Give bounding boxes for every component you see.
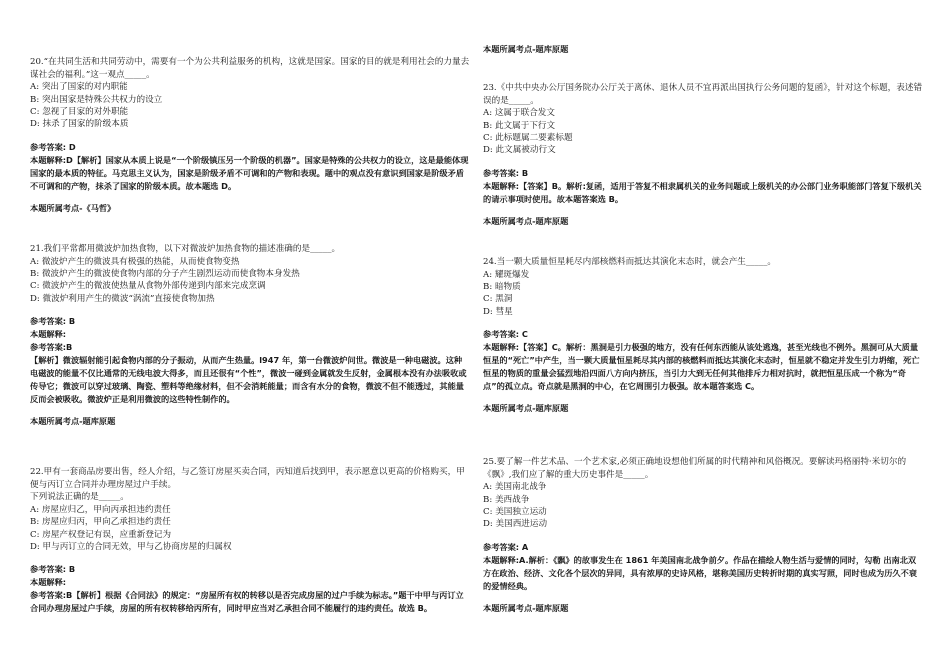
question-stem: 20.“在共同生活和共同劳动中，需要有一个为公共利益服务的机构，这就是国家。国家的目的就是利用社会的力量去谋社会的福利。”这一观点_____。: [30, 57, 470, 80]
explanation-label: 本题解释:: [30, 329, 67, 340]
explanation: 本题解释:D【解析】国家从本质上说是“一个阶级镇压另一个阶级的机器”。国家是特殊的公共权力的设立，这是最能体现国家的最本质的特征。马克思主义认为，国家是阶级矛盾不可调和的产物和表现。题中的观点没有意识到国家是阶级矛盾不可调和的产物，抹杀了国家的阶级本质。故本题选 D。: [30, 154, 469, 191]
question-stem: 23.《中共中央办公厅国务院办公厅关于离休、退休人员不宜再派出国执行公务问题的复函》，针对这个标题，表述错误的是_____。: [483, 83, 923, 106]
question-stem: 22.甲有一套商品房要出售，经人介绍，与乙签订房屋买卖合同，丙知道后找到甲，表示愿意以更高的价格购买，甲便与丙订立合同并办理房屋过户手续。: [30, 467, 465, 490]
question-24: [483, 256, 923, 414]
question-stem: 21.我们平常都用微波炉加热食物，以下对微波炉加热食物的描述准确的是_____。: [30, 244, 341, 254]
option-a: A: 耀斑爆发: [483, 269, 530, 280]
option-d: D: 彗星: [483, 306, 513, 317]
option-c: C: 美国独立运动: [483, 507, 547, 517]
explanation-label: 本题解释:: [30, 577, 67, 588]
answer: 参考答案: A: [483, 541, 529, 552]
option-b: B: 此文属于下行文: [483, 120, 556, 131]
source-tag: 本题所属考点-题库原题: [483, 44, 569, 54]
explanation: 本题解释:【答案】C。解析：黑洞是引力极强的地方，没有任何东西能从该处逃逸，甚至光线也不例外。黑洞可从大质量恒星的“死亡”中产生，当一颗大质量恒星耗尽其内部的核燃料而抵达其演化末态时，恒星就不稳定并发生引力坍缩，死亡恒星的物质的重量会猛烈地沿四面八方向内挤压，当引力大到无任何其他排斥力相对抗时，就把恒星压成一个称为“奇点”的孤立点。奇点就是黑洞的中心，在它周围引力极强。故本题答案选 C。: [483, 342, 920, 392]
option-a: A: 美国南北战争: [483, 482, 547, 493]
answer: 参考答案: B: [30, 316, 76, 327]
option-a: A: 微波炉产生的微波具有极强的热能，从而使食物变热: [30, 256, 240, 267]
option-b: B: 暗物质: [483, 282, 521, 292]
source-tag: 本题所属考点-题库原题: [30, 416, 116, 427]
answer: 参考答案: B: [30, 564, 76, 575]
option-c: C: 微波炉产生的微波使热量从食物外部传递到内部来完成烹调: [30, 281, 266, 292]
question-25: [483, 456, 923, 614]
option-d: D: 美国西进运动: [483, 519, 548, 530]
option-c: C: 黑洞: [483, 294, 513, 305]
source-tag: 本题所属考点-题库原题: [483, 602, 569, 613]
answer: 参考答案: B: [483, 167, 529, 178]
option-b: B: 美西战争: [483, 494, 530, 505]
option-a: A: 房屋应归乙，甲向丙承担违约责任: [30, 504, 171, 515]
answer-repeat: 参考答案:B: [30, 342, 73, 353]
option-b: B: 微波炉产生的微波使食物内部的分子产生剧烈运动而使食物本身发热: [30, 269, 300, 279]
question-stem: 25.要了解一件艺术品、一个艺术家,必须正确地设想他们所属的时代精神和风俗概况。要解读玛格丽特·米切尔的《飘》,我们应了解的重大历史事件是_____。: [483, 457, 907, 480]
source-tag: 本题所属考点-题库原题: [483, 215, 569, 226]
question-23: [483, 82, 923, 227]
answer: 参考答案: D: [30, 141, 76, 152]
option-c: C: 忽视了目家的对外职能: [30, 107, 129, 117]
option-c: C: 房屋产权登记有误，应重新登记为: [30, 529, 172, 540]
source-tag: 本题所属考点-题库原题: [483, 403, 569, 414]
option-a: A: 突出了国家的对内职能: [30, 82, 128, 93]
option-d: D: 微波炉利用产生的微波“涡流”直接使食物加热: [30, 293, 215, 304]
question-prompt: 下列说法正确的是_____。: [30, 492, 129, 503]
option-d: D: 抹杀了国家的阶级本质: [30, 119, 129, 130]
option-b: B: 突出国家是特殊公共权力的设立: [30, 94, 163, 105]
question-21: [30, 243, 470, 427]
explanation: 本题解释:【答案】B。解析:复函，适用于答复不相隶属机关的业务问题或上级机关的办公部门业务职能部门答复下级机关的请示事项时使用。故本题答案选 B。: [483, 180, 922, 204]
header-source: [483, 44, 923, 55]
option-d: D: 此文属被动行文: [483, 145, 556, 156]
source-tag: 本题所属考点-《马哲》: [30, 202, 116, 213]
option-b: B: 房屋应归丙，甲向乙承担违约责任: [30, 517, 171, 528]
explanation: 本题解释:A.解析：《飘》的故事发生在 1861 年美国南北战争前夕。作品在描绘人物生活与爱情的同时，勾勒 出南北双方在政治、经济、文化各个层次的异同，具有浓厚的史诗风格，堪称美国历史转折时期的真实写照，同时也成为历久不衰的爱情经典。: [483, 554, 917, 591]
option-d: D: 甲与丙订立的合同无效，甲与乙协商房屋的归属权: [30, 542, 232, 552]
explanation: 参考答案:B【解析】根据《合同法》的规定：“房屋所有权的转移以是否完成房屋的过户手续为标志。”题干中甲与丙订立合同办理房屋过户手续，房屋的所有权转移给丙所有，同时甲应当对乙承担合同不能履行的违约责任。故选 B。: [30, 590, 464, 614]
question-22: [30, 466, 470, 615]
explanation: 【解析】微波辐射能引起食物内部的分子振动，从而产生热量。l947 年，第一台微波炉问世。微波是一种电磁波。这种电磁波的能量不仅比通常的无线电波大得多，而且还很有“个性”，微波一碰到金属就发生反射，金属根本没有办法吸收或传导它；微波可以穿过玻璃、陶瓷、塑料等绝缘材料，但不会消耗能量；而含有水分的食物，微波不但不能透过，其能量反而会被吸收。微波炉正是利用微波的这些特性制作的。: [30, 355, 467, 405]
question-stem: 24.当一颗大质量恒星耗尽内部核燃料而抵达其演化末态时，就会产生_____。: [483, 257, 776, 267]
answer: 参考答案: C: [483, 329, 528, 340]
option-c: C: 此标题属二要素标题: [483, 133, 573, 143]
question-20: [30, 56, 470, 214]
option-a: A: 这属于联合发文: [483, 108, 555, 119]
